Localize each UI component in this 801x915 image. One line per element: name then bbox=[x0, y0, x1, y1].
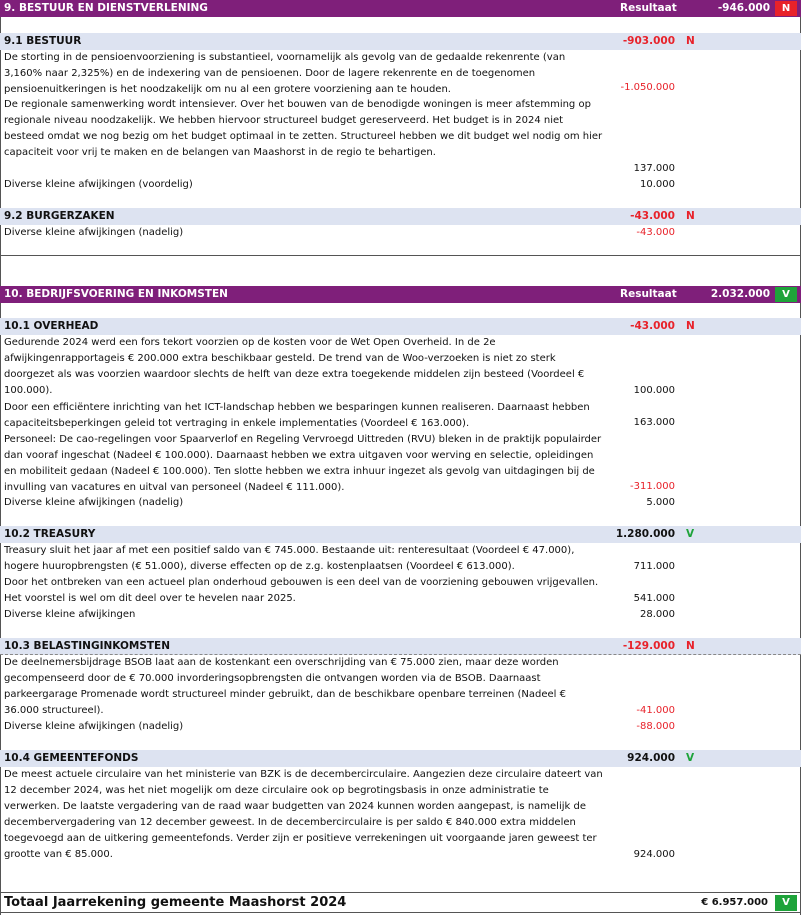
section-flag: N bbox=[686, 210, 695, 222]
section-flag: N bbox=[686, 35, 695, 47]
line-amount: 5.000 bbox=[646, 497, 675, 508]
section-amount: -43.000 bbox=[630, 320, 675, 332]
paragraph: Diverse kleine afwijkingen bbox=[4, 609, 136, 620]
line-amount: -41.000 bbox=[636, 705, 675, 716]
chapter-10-header bbox=[0, 286, 801, 303]
section-amount: 924.000 bbox=[627, 752, 675, 764]
divider bbox=[0, 255, 801, 256]
line-amount: 28.000 bbox=[640, 609, 675, 620]
chapter-amount: -946.000 bbox=[717, 2, 770, 14]
paragraph: Gedurende 2024 werd een fors tekort voorzien op de kosten voor de Wet Open Overheid. In de 2e afwijkingenrapportageis € 200.000 extra beschikbaar gesteld. De trend van de Woo-verzoeken is niet zo sterk doorgezet als was voorzien waardoor slechts de helft van deze extra toegekende middelen zijn besteed (Voordeel € 100.000). bbox=[4, 337, 585, 396]
line-amount: 10.000 bbox=[640, 179, 675, 190]
result-label: Resultaat bbox=[620, 288, 677, 300]
chapter-title: 9. BESTUUR EN DIENSTVERLENING bbox=[4, 2, 208, 14]
line-amount: 924.000 bbox=[633, 849, 675, 860]
section-flag: N bbox=[686, 640, 695, 652]
section-title: 10.3 BELASTINGINKOMSTEN bbox=[4, 640, 171, 652]
paragraph: Diverse kleine afwijkingen (nadelig) bbox=[4, 497, 184, 508]
line-amount: -88.000 bbox=[636, 721, 675, 732]
line-amount: 163.000 bbox=[633, 417, 675, 428]
section-amount: 1.280.000 bbox=[615, 528, 675, 540]
section-amount: -129.000 bbox=[622, 640, 675, 652]
paragraph: Treasury sluit het jaar af met een positief saldo van € 745.000. Bestaande uit: renteresultaat (Voordeel € 47.000), hogere huuropbrengsten (€ 51.000), diverse effecten op de z.g. kostenplaatsen (Voordeel € 613.000). bbox=[4, 545, 575, 572]
section-10-4-header bbox=[0, 750, 801, 767]
paragraph: Diverse kleine afwijkingen (nadelig) bbox=[4, 721, 184, 732]
total-flag: V bbox=[775, 895, 797, 911]
section-title: 10.4 GEMEENTEFONDS bbox=[4, 752, 139, 764]
paragraph: De regionale samenwerking wordt intensiever. Over het bouwen van de benodigde woningen is meer afstemming op regionale niveau noodzakelijk. We hebben hiervoor structureel budget gereserveerd. Het budget is in 2024 niet besteed omdat we nog bezig om het budget optimaal in te zetten. Structureel hebben we dit budget wel nodig om hier capaciteit voor vrij te maken en de belangen van Maashorst in de regio te behartigen. bbox=[4, 99, 603, 158]
chapter-amount: 2.032.000 bbox=[710, 288, 770, 300]
paragraph: Diverse kleine afwijkingen (voordelig) bbox=[4, 179, 193, 190]
line-amount: -311.000 bbox=[630, 481, 675, 492]
line-amount: 100.000 bbox=[633, 385, 675, 396]
section-amount: -903.000 bbox=[622, 35, 675, 47]
result-label: Resultaat bbox=[620, 2, 677, 14]
section-10-3-header bbox=[0, 638, 801, 655]
section-9-1-header bbox=[0, 33, 801, 50]
line-amount: 541.000 bbox=[633, 593, 675, 604]
paragraph: Door het ontbreken van een actueel plan onderhoud gebouwen is een deel van de voorziening gebouwen vrijgevallen. Het voorstel is wel om dit deel over te hevelen naar 2025. bbox=[4, 577, 599, 604]
paragraph: De meest actuele circulaire van het ministerie van BZK is de decembercirculaire. Aangezien deze circulaire dateert van 12 december 2024, was het niet mogelijk om deze circulaire ook op begrotingsbasis in onze administratie te verwerken. De laatste vergadering van de raad waar budgetten van 2024 kunnen worden aangepast, is namelijk de decembervergadering van 12 december geweest. In de decembercirculaire is per saldo € 840.000 extra middelen toegevoegd aan de uitkering gemeentefonds. Verder zijn er positieve verrekeningen uit voorgaande jaren geweest ter grootte van € 85.000. bbox=[4, 769, 603, 860]
line-amount: 711.000 bbox=[633, 561, 675, 572]
section-9-2-header bbox=[0, 208, 801, 225]
section-flag: N bbox=[686, 320, 695, 332]
section-flag: V bbox=[686, 752, 695, 764]
section-10-2-header bbox=[0, 526, 801, 543]
line-amount: 137.000 bbox=[633, 163, 675, 174]
total-row bbox=[0, 892, 801, 913]
paragraph: De storting in de pensioenvoorziening is substantieel, voornamelijk als gevolg van de gedaalde rekenrente (van 3,160% naar 2,325%) en de indexering van de pensioenen. Door de lagere rekenrente en de toegenomen pensioenuitkeringen is het noodzakelijk om nu al een grotere voorziening aan te houden. bbox=[4, 52, 566, 95]
section-title: 9.2 BURGERZAKEN bbox=[4, 210, 115, 222]
total-amount: € 6.957.000 bbox=[701, 897, 768, 908]
flag-badge: V bbox=[775, 287, 797, 302]
section-title: 9.1 BESTUUR bbox=[4, 35, 82, 47]
chapter-9-header bbox=[0, 0, 801, 17]
section-flag: V bbox=[686, 528, 695, 540]
paragraph: Door een efficiëntere inrichting van het ICT-landschap hebben we besparingen kunnen realiseren. Daarnaast hebben capaciteitsbeperkingen geleid tot vertraging in enkele implementaties (Voordeel € 163.000). bbox=[4, 402, 590, 429]
line-amount: -1.050.000 bbox=[620, 82, 675, 93]
line-amount: -43.000 bbox=[636, 227, 675, 238]
section-title: 10.2 TREASURY bbox=[4, 528, 96, 540]
section-title: 10.1 OVERHEAD bbox=[4, 320, 99, 332]
section-amount: -43.000 bbox=[630, 210, 675, 222]
chapter-title: 10. BEDRIJFSVOERING EN INKOMSTEN bbox=[4, 288, 228, 300]
paragraph: Diverse kleine afwijkingen (nadelig) bbox=[4, 227, 184, 238]
paragraph: Personeel: De cao-regelingen voor Spaarverlof en Regeling Vervroegd Uittreden (RVU) bleken in de praktijk populairder dan vooraf ingeschat (Nadeel € 100.000). Daarnaast hebben we extra uitgaven voor werving en selectie, opleidingen en mobiliteit gedaan (Nadeel € 100.000). Ten slotte hebben we extra inhuur ingezet als gevolg van uitdagingen bij de invulling van vacatures en uitval van personeel (Nadeel € 111.000). bbox=[4, 434, 602, 493]
paragraph: De deelnemersbijdrage BSOB laat aan de kostenkant een overschrijding van € 75.000 zien, maar deze worden gecompenseerd door de € 70.000 invorderingsopbrengsten die ontvangen worden via de BSOB. Daarnaast parkeergarage Promenade wordt structureel minder gebruikt, dan de beschikbare openbare terreinen (Nadeel € 36.000 structureel). bbox=[4, 657, 566, 716]
total-title: Totaal Jaarrekening gemeente Maashorst 2024 bbox=[4, 895, 347, 910]
flag-badge: N bbox=[775, 1, 797, 16]
section-10-1-header bbox=[0, 318, 801, 335]
